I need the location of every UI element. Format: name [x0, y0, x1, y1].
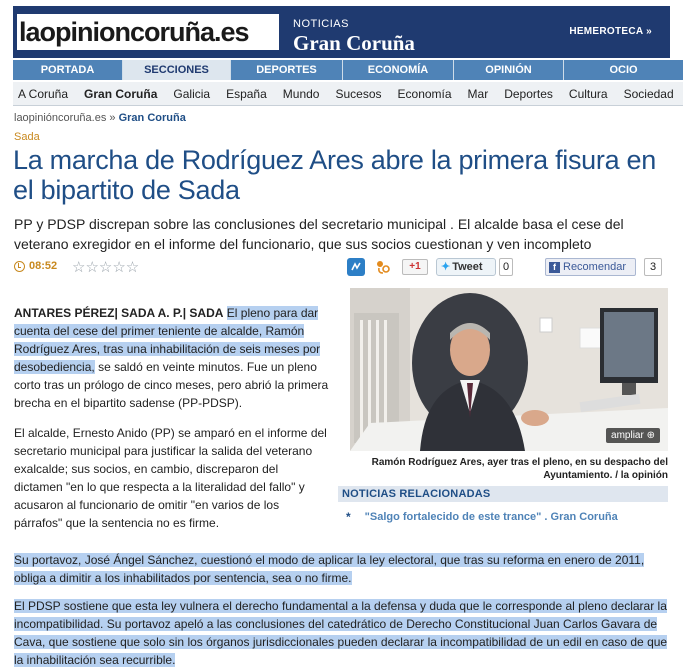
publish-time: [14, 260, 57, 272]
related-news-link[interactable]: "Salgo fortalecido de este trance" . Gran Coruña: [364, 511, 618, 523]
subnav-item-galicia[interactable]: Galicia: [173, 86, 211, 101]
header-section: [293, 18, 415, 56]
related-news: [338, 486, 668, 524]
tab-economia[interactable]: ECONOMÍA: [343, 60, 454, 80]
main-nav: [13, 60, 683, 80]
paragraph-1: [14, 304, 330, 412]
subnav-item-mundo[interactable]: Mundo: [282, 86, 320, 101]
tweet-count: 0: [499, 258, 513, 276]
site-header: [13, 6, 670, 58]
tab-opinion[interactable]: OPINIÓN: [454, 60, 564, 80]
article-photo[interactable]: [350, 288, 668, 451]
header-section-title[interactable]: Gran Coruña: [293, 31, 415, 55]
breadcrumb-home[interactable]: laopinióncoruña.es: [14, 112, 107, 124]
logo-text-3: .es: [214, 16, 249, 47]
breadcrumb-separator: »: [106, 112, 119, 124]
hemeroteca-link[interactable]: HEMEROTECA »: [569, 26, 652, 37]
zoom-icon: ⊕: [646, 430, 655, 441]
tab-secciones[interactable]: SECCIONES: [123, 60, 231, 80]
article-kicker[interactable]: Sada: [14, 131, 40, 143]
publish-time-value: 08:52: [29, 260, 58, 272]
paragraph-3: [14, 597, 679, 669]
sub-nav: [13, 82, 683, 106]
subnav-item-sociedad[interactable]: Sociedad: [623, 86, 674, 101]
twitter-bird-icon: ✦: [441, 261, 451, 273]
tab-ocio[interactable]: OCIO: [609, 64, 638, 76]
meneame-icon[interactable]: [347, 258, 365, 276]
subnav-item-acoruna[interactable]: A Coruña: [18, 86, 69, 101]
subnav-item-deportes[interactable]: Deportes: [504, 86, 553, 101]
facebook-recommend-button[interactable]: [545, 258, 636, 276]
breadcrumb-current[interactable]: Gran Coruña: [118, 112, 186, 124]
breadcrumb: [14, 112, 186, 124]
subnav-item-espana[interactable]: España: [226, 86, 267, 101]
paragraph-1-rest: se saldó en veinte minutos. Fue un pleno corto tras un prólogo de cinco meses, pero abrió la primera brecha en el bipartito sadense (PP-PDSP).: [14, 360, 329, 410]
facebook-count: 3: [644, 258, 662, 276]
photo-image: [350, 288, 668, 451]
paragraph-2-highlight: [14, 551, 679, 587]
share-icon[interactable]: [374, 258, 392, 276]
article-title: La marcha de Rodríguez Ares abre la primera fisura en el bipartito de Sada: [13, 145, 656, 205]
related-news-item[interactable]: [338, 510, 668, 524]
header-section-label: NOTICIAS: [293, 18, 349, 30]
highlighted-text-2: Su portavoz, José Ángel Sánchez, cuestionó el modo de aplicar la ley electoral, que tras su reforma en enero de 2011, obliga a dimitir a los inhabilitados por sentencia, sea o no firme.: [14, 553, 645, 585]
ampliar-label: ampliar: [611, 430, 644, 441]
asterisk-icon: *: [346, 510, 351, 524]
site-logo[interactable]: [17, 14, 279, 50]
article-body-bottom: [14, 551, 679, 672]
photo-caption: Ramón Rodríguez Ares, ayer tras el pleno, en su despacho del Ayuntamiento. / la opinión: [371, 457, 668, 481]
ampliar-button[interactable]: [606, 428, 660, 443]
rating-stars[interactable]: ☆☆☆☆☆: [72, 259, 140, 276]
logo-text-1: laopinion: [19, 16, 130, 47]
subnav-item-economia[interactable]: Economía: [397, 86, 452, 101]
highlighted-text-1: El pleno para dar cuenta del cese del primer teniente de alcalde, Ramón Rodríguez Ares, tras una inhabilitación de seis meses por desobediencia,: [14, 306, 321, 374]
tweet-label: Tweet: [452, 261, 483, 273]
subnav-item-mar[interactable]: Mar: [467, 86, 489, 101]
article-summary: PP y PDSP discrepan sobre las conclusiones del secretario municipal . El alcalde basa el cese del veterano exregidor en el informe del funcionario, que sus socios cuestionan y ven incompleto: [14, 216, 624, 252]
article-body-top: [14, 304, 330, 544]
subnav-item-sucesos[interactable]: Sucesos: [335, 86, 382, 101]
article-toolbar: [14, 257, 670, 279]
article-byline: ANTARES PÉREZ| SADA A. P.| SADA: [14, 306, 224, 320]
clock-icon: [14, 261, 25, 272]
facebook-icon: f: [549, 262, 560, 273]
tweet-button[interactable]: [436, 258, 496, 276]
tab-portada[interactable]: PORTADA: [13, 60, 123, 80]
related-news-title: NOTICIAS RELACIONADAS: [338, 486, 668, 502]
logo-text-2: coruña: [129, 16, 215, 47]
subnav-item-cultura[interactable]: Cultura: [568, 86, 608, 101]
tab-deportes[interactable]: DEPORTES: [231, 60, 343, 80]
facebook-recommend-label: Recomendar: [563, 261, 626, 273]
subnav-item-gran-coruna[interactable]: Gran Coruña: [84, 86, 158, 101]
highlighted-text-3: El PDSP sostiene que esta ley vulnera el derecho fundamental a la defensa y duda que le corresponde al pleno declarar la incompatibilidad. Su portavoz apeló a las conclusiones del catedrático de Derecho Constitucional Juan Carlos Gavara de Cava, que sostiene que solo sin los órganos jurisdiccionales pueden declarar la incompatibilidad de un edil en caso de que la inhabilitación sea recurrible.: [14, 599, 668, 667]
paragraph-2: El alcalde, Ernesto Anido (PP) se amparó en el informe del secretario municipal para justificar la salida del veterano exalcalde; sus socios, en cambio, discreparon del dictamen "en lo que respecta a la literalidad del fallo" y acusaron al funcionario de omitir "en varios de los párrafos" que la sentencia no es firme.: [14, 426, 327, 530]
google-plus-button[interactable]: +1: [402, 259, 428, 275]
